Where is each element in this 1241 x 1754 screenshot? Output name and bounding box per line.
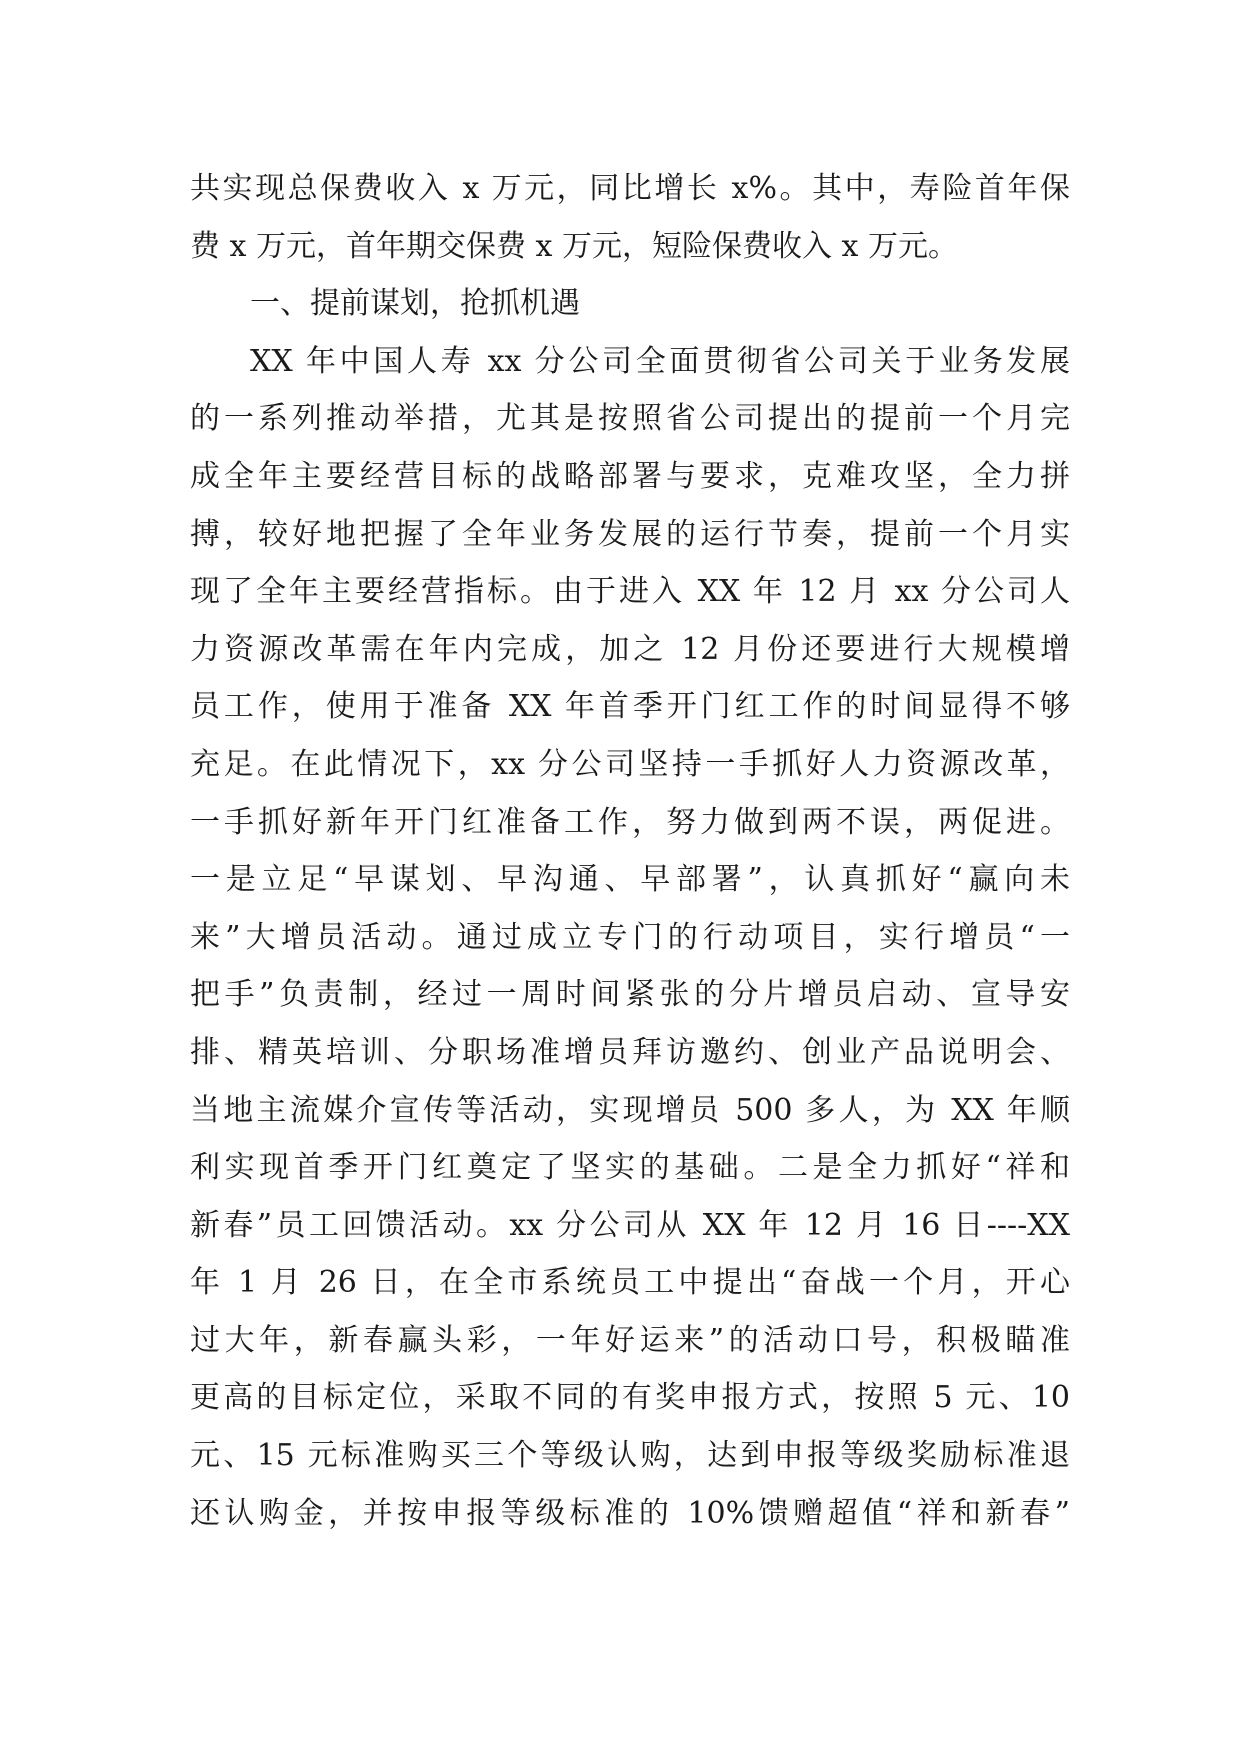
- document-line: 一、提前谋划，抢抓机遇: [250, 286, 580, 322]
- document-line: 员工作，使用于准备 XX 年首季开门红工作的时间显得不够: [190, 689, 1070, 725]
- document-line: XX 年中国人寿 xx 分公司全面贯彻省公司关于业务发展: [250, 343, 1070, 379]
- document-line: 搏，较好地把握了全年业务发展的运行节奏，提前一个月实: [190, 516, 1070, 552]
- document-line: 的一系列推动举措，尤其是按照省公司提出的提前一个月完: [190, 401, 1070, 437]
- document-line: 共实现总保费收入 x 万元，同比增长 x%。其中，寿险首年保: [190, 171, 1070, 206]
- document-line: 更高的目标定位，采取不同的有奖申报方式，按照 5 元、10: [190, 1380, 1070, 1416]
- document-line: 过大年，新春赢头彩，一年好运来”的活动口号，积极瞄准: [190, 1322, 1070, 1358]
- document-line: 一是立足“早谋划、早沟通、早部署”，认真抓好“赢向未: [190, 862, 1070, 898]
- document-line: 一手抓好新年开门红准备工作，努力做到两不误，两促进。: [190, 804, 1070, 840]
- document-line: 排、精英培训、分职场准增员拜访邀约、创业产品说明会、: [190, 1034, 1070, 1070]
- document-line: 费 x 万元，首年期交保费 x 万元，短险保费收入 x 万元。: [190, 228, 958, 264]
- document-body: [190, 160, 1070, 1542]
- document-line: 新春”员工回馈活动。xx 分公司从 XX 年 12 月 16 日----XX: [190, 1207, 1070, 1243]
- document-line: 还认购金，并按申报等级标准的 10%馈赠超值“祥和新春”: [190, 1495, 1070, 1531]
- document-line: 元、15 元标准购买三个等级认购，达到申报等级奖励标准退: [190, 1438, 1070, 1474]
- document-line: 成全年主要经营目标的战略部署与要求，克难攻坚，全力拼: [190, 458, 1070, 494]
- document-line: 把手”负责制，经过一周时间紧张的分片增员启动、宣导安: [190, 977, 1070, 1013]
- document-line: 力资源改革需在年内完成，加之 12 月份还要进行大规模增: [190, 631, 1070, 667]
- document-line: 当地主流媒介宣传等活动，实现增员 500 多人，为 XX 年顺: [190, 1092, 1070, 1128]
- document-line: 来”大增员活动。通过成立专门的行动项目，实行增员“一: [190, 919, 1070, 955]
- document-line: 现了全年主要经营指标。由于进入 XX 年 12 月 xx 分公司人: [190, 574, 1070, 610]
- document-line: 充足。在此情况下，xx 分公司坚持一手抓好人力资源改革，: [190, 746, 1070, 782]
- document-line: 利实现首季开门红奠定了坚实的基础。二是全力抓好“祥和: [190, 1150, 1070, 1186]
- document-line: 年 1 月 26 日，在全市系统员工中提出“奋战一个月，开心: [190, 1265, 1070, 1301]
